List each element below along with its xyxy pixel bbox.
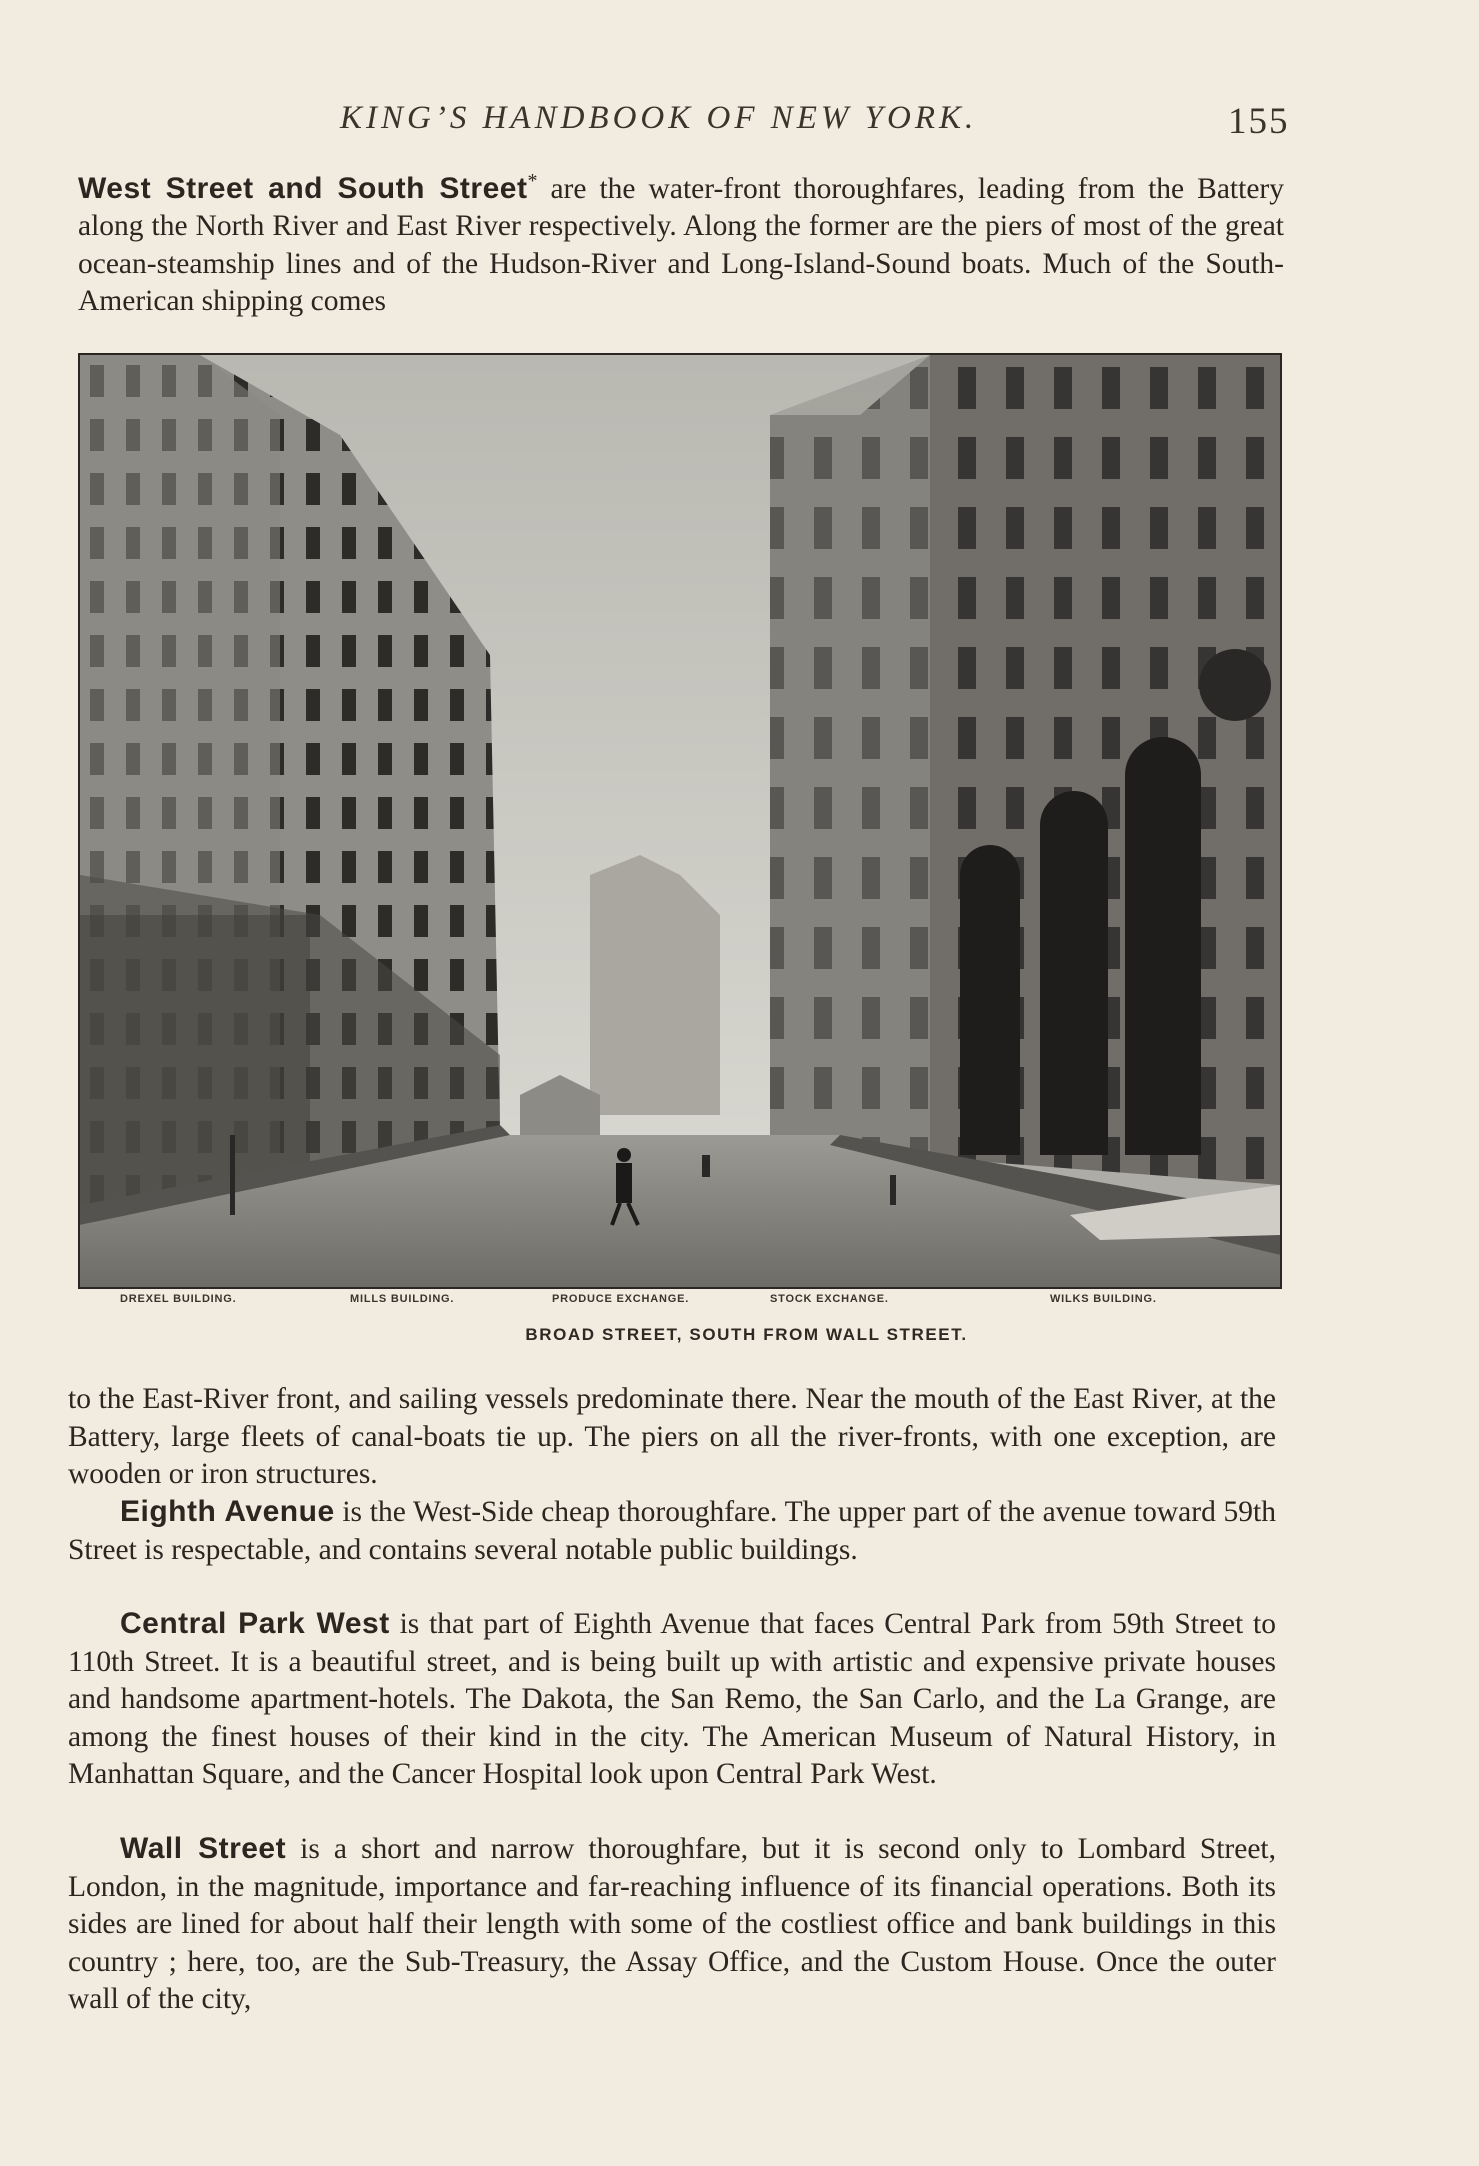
paragraph-eighth-avenue [68, 1493, 1276, 1569]
paragraph-lead: Eighth Avenue [120, 1495, 335, 1528]
photo-building-labels [0, 1293, 1479, 1313]
figure-caption: BROAD STREET, SOUTH FROM WALL STREET. [525, 1325, 968, 1344]
page-header [0, 100, 1479, 150]
paragraph-text: are the water-front thoroughfares, leading from the Battery along the North River and East River respectively. Along the former are the piers of most of the great ocean-steamship lines and of the Hudson-River and Long-Island-Sound boats. Much of the South-American shipping comes [78, 172, 1284, 318]
footnote-mark: * [527, 170, 538, 192]
paragraph-continuation [68, 1381, 1276, 1494]
building-label: DREXEL BUILDING. [120, 1293, 237, 1305]
paragraph-central-park-west [68, 1605, 1276, 1794]
broad-street-photograph [78, 353, 1282, 1289]
paragraph-lead: West Street and South Street [78, 171, 528, 205]
building-label: STOCK EXCHANGE. [770, 1293, 889, 1305]
paragraph-west-south-street [78, 163, 1284, 321]
paragraph-text: is a short and narrow thoroughfare, but it is second only to Lombard Street, London, in the magnitude, importance and far-reaching influence of its financial operations. Both its sides are lined for about half their length with some of the costliest office and bank buildings in this country ; here, too, are the Sub-Treasury, the Assay Office, and the Custom House. Once the outer wall of the city, [68, 1833, 1276, 2015]
paragraph-text: to the East-River front, and sailing vessels predominate there. Near the mouth of the East River, at the Battery, large fleets of canal-boats tie up. The piers on all the river-fronts, with one exception, are wooden or iron structures. [68, 1383, 1276, 1490]
paragraph-lead: Wall Street [120, 1832, 287, 1865]
paragraph-lead: Central Park West [120, 1607, 390, 1640]
paragraph-text: is the West-Side cheap thoroughfare. The upper part of the avenue toward 59th Street is respectable, and contains several notable public buildings. [68, 1496, 1276, 1566]
paragraph-wall-street [68, 1830, 1276, 2019]
building-label: WILKS BUILDING. [1050, 1293, 1157, 1305]
building-label: MILLS BUILDING. [350, 1293, 455, 1305]
paragraph-text: is that part of Eighth Avenue that faces Central Park from 59th Street to 110th Street. It is a beautiful street, and is being built up with artistic and expensive private houses and handsome apartment-hotels. The Dakota, the San Remo, the San Carlo, and the La Grange, are among the finest houses of their kind in the city. The American Museum of Natural History, in Manhattan Square, and the Cancer Hospital look upon Central Park West. [68, 1608, 1277, 1790]
running-title: KING’S HANDBOOK OF NEW YORK. [340, 100, 978, 136]
page-number: 155 [1228, 101, 1290, 142]
building-label: PRODUCE EXCHANGE. [552, 1293, 690, 1305]
